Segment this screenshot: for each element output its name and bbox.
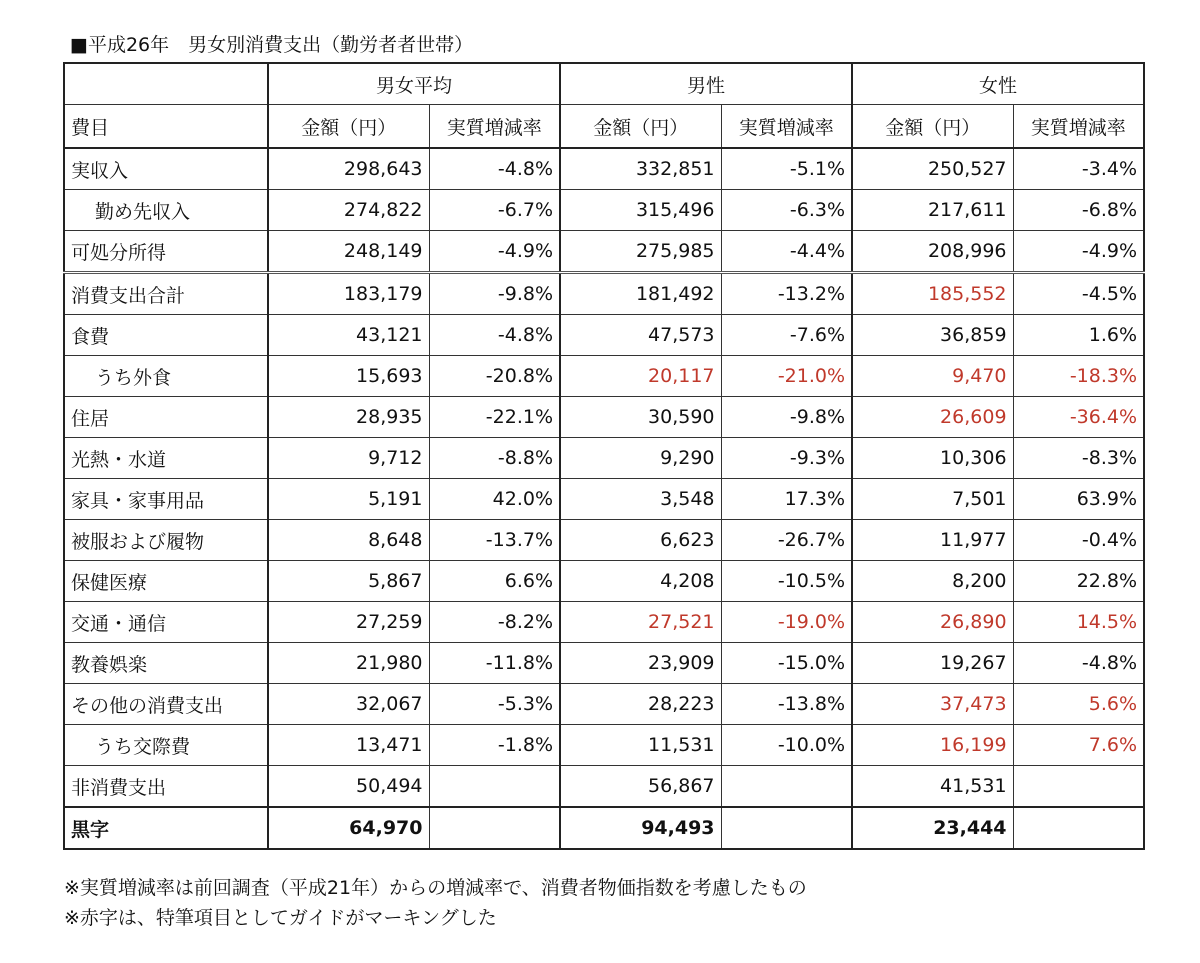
- amount-male-cell: 47,573: [560, 315, 721, 356]
- amount-female-cell: 208,996: [852, 231, 1013, 273]
- rate-female-cell: -8.3%: [1013, 438, 1144, 479]
- table-row: [64, 438, 1144, 479]
- table-row: [64, 520, 1144, 561]
- rate-male-cell: -15.0%: [721, 643, 852, 684]
- table-row: [64, 479, 1144, 520]
- amount-average-cell: 183,179: [268, 273, 429, 315]
- rate-male-cell: -26.7%: [721, 520, 852, 561]
- rate-header-male: 実質増減率: [721, 105, 852, 149]
- amount-female-cell: 23,444: [852, 807, 1013, 849]
- rate-male-cell: -9.8%: [721, 397, 852, 438]
- rate-female-cell: -0.4%: [1013, 520, 1144, 561]
- rate-average-cell: -4.8%: [429, 315, 560, 356]
- amount-female-cell: 26,609: [852, 397, 1013, 438]
- amount-male-cell: 56,867: [560, 766, 721, 808]
- rate-average-cell: -6.7%: [429, 190, 560, 231]
- amount-average-cell: 32,067: [268, 684, 429, 725]
- row-label: 消費支出合計: [64, 273, 268, 315]
- group-header-male: 男性: [560, 63, 852, 105]
- amount-average-cell: 15,693: [268, 356, 429, 397]
- amount-average-cell: 9,712: [268, 438, 429, 479]
- row-label: 実収入: [64, 148, 268, 190]
- group-header-row: [64, 63, 1144, 105]
- amount-female-cell: 37,473: [852, 684, 1013, 725]
- amount-average-cell: 21,980: [268, 643, 429, 684]
- row-label: 保健医療: [64, 561, 268, 602]
- rate-male-cell: -21.0%: [721, 356, 852, 397]
- amount-average-cell: 50,494: [268, 766, 429, 808]
- amount-female-cell: 26,890: [852, 602, 1013, 643]
- rate-male-cell: -4.4%: [721, 231, 852, 273]
- amount-average-cell: 13,471: [268, 725, 429, 766]
- rate-male-cell: -7.6%: [721, 315, 852, 356]
- amount-male-cell: 94,493: [560, 807, 721, 849]
- table-row: [64, 561, 1144, 602]
- table-row: [64, 766, 1144, 808]
- footnote-rate: ※実質増減率は前回調査（平成21年）からの増減率で、消費者物価指数を考慮したもの: [64, 877, 807, 899]
- amount-average-cell: 64,970: [268, 807, 429, 849]
- row-label: 住居: [64, 397, 268, 438]
- amount-male-cell: 28,223: [560, 684, 721, 725]
- rate-average-cell: -22.1%: [429, 397, 560, 438]
- amount-average-cell: 298,643: [268, 148, 429, 190]
- table-row: [64, 148, 1144, 190]
- amount-female-cell: 16,199: [852, 725, 1013, 766]
- rate-female-cell: -3.4%: [1013, 148, 1144, 190]
- amount-male-cell: 11,531: [560, 725, 721, 766]
- rate-average-cell: [429, 807, 560, 849]
- amount-female-cell: 19,267: [852, 643, 1013, 684]
- row-label: その他の消費支出: [64, 684, 268, 725]
- group-header-average: 男女平均: [268, 63, 560, 105]
- amount-female-cell: 185,552: [852, 273, 1013, 315]
- rate-female-cell: 7.6%: [1013, 725, 1144, 766]
- row-label: 黒字: [64, 807, 268, 849]
- rate-female-cell: 22.8%: [1013, 561, 1144, 602]
- table-row: [64, 231, 1144, 273]
- amount-average-cell: 5,867: [268, 561, 429, 602]
- table-row: [64, 725, 1144, 766]
- amount-female-cell: 7,501: [852, 479, 1013, 520]
- rate-average-cell: [429, 766, 560, 808]
- rate-male-cell: -10.5%: [721, 561, 852, 602]
- rate-male-cell: -10.0%: [721, 725, 852, 766]
- row-label: 交通・通信: [64, 602, 268, 643]
- amount-male-cell: 3,548: [560, 479, 721, 520]
- rate-average-cell: -4.8%: [429, 148, 560, 190]
- row-label: 家具・家事用品: [64, 479, 268, 520]
- rate-average-cell: -5.3%: [429, 684, 560, 725]
- amount-female-cell: 10,306: [852, 438, 1013, 479]
- expenditure-table: [63, 62, 1145, 850]
- rate-average-cell: 6.6%: [429, 561, 560, 602]
- amount-average-cell: 5,191: [268, 479, 429, 520]
- table-title: ■平成26年 男女別消費支出（勤労者者世帯）: [70, 34, 474, 56]
- rate-female-cell: -4.9%: [1013, 231, 1144, 273]
- rate-average-cell: 42.0%: [429, 479, 560, 520]
- rate-male-cell: -19.0%: [721, 602, 852, 643]
- rate-male-cell: -5.1%: [721, 148, 852, 190]
- row-label: 非消費支出: [64, 766, 268, 808]
- amount-header-average: 金額（円）: [268, 105, 429, 149]
- table-row: [64, 356, 1144, 397]
- amount-female-cell: 41,531: [852, 766, 1013, 808]
- rate-female-cell: [1013, 766, 1144, 808]
- table-row: [64, 315, 1144, 356]
- rate-female-cell: 14.5%: [1013, 602, 1144, 643]
- amount-male-cell: 4,208: [560, 561, 721, 602]
- rate-female-cell: -4.8%: [1013, 643, 1144, 684]
- footnote-red: ※赤字は、特筆項目としてガイドがマーキングした: [64, 907, 497, 929]
- corner-cell: [64, 63, 268, 105]
- amount-male-cell: 27,521: [560, 602, 721, 643]
- rate-average-cell: -4.9%: [429, 231, 560, 273]
- amount-average-cell: 274,822: [268, 190, 429, 231]
- rate-male-cell: [721, 807, 852, 849]
- rate-female-cell: [1013, 807, 1144, 849]
- rate-male-cell: 17.3%: [721, 479, 852, 520]
- group-header-female: 女性: [852, 63, 1144, 105]
- amount-average-cell: 27,259: [268, 602, 429, 643]
- rate-average-cell: -8.2%: [429, 602, 560, 643]
- table-body: [64, 148, 1144, 849]
- item-column-header: 費目: [64, 105, 268, 149]
- table-row: [64, 190, 1144, 231]
- amount-male-cell: 20,117: [560, 356, 721, 397]
- amount-male-cell: 275,985: [560, 231, 721, 273]
- rate-male-cell: [721, 766, 852, 808]
- row-label: 光熱・水道: [64, 438, 268, 479]
- rate-female-cell: 5.6%: [1013, 684, 1144, 725]
- row-label: うち交際費: [64, 725, 268, 766]
- amount-male-cell: 332,851: [560, 148, 721, 190]
- rate-female-cell: 1.6%: [1013, 315, 1144, 356]
- rate-male-cell: -13.8%: [721, 684, 852, 725]
- row-label: 勤め先収入: [64, 190, 268, 231]
- amount-male-cell: 181,492: [560, 273, 721, 315]
- amount-header-male: 金額（円）: [560, 105, 721, 149]
- rate-female-cell: -18.3%: [1013, 356, 1144, 397]
- table-row: [64, 397, 1144, 438]
- rate-female-cell: -6.8%: [1013, 190, 1144, 231]
- amount-male-cell: 23,909: [560, 643, 721, 684]
- rate-male-cell: -9.3%: [721, 438, 852, 479]
- table-row: [64, 602, 1144, 643]
- amount-male-cell: 6,623: [560, 520, 721, 561]
- row-label: うち外食: [64, 356, 268, 397]
- rate-average-cell: -9.8%: [429, 273, 560, 315]
- amount-average-cell: 28,935: [268, 397, 429, 438]
- table-row: [64, 273, 1144, 315]
- amount-female-cell: 250,527: [852, 148, 1013, 190]
- amount-female-cell: 217,611: [852, 190, 1013, 231]
- rate-female-cell: 63.9%: [1013, 479, 1144, 520]
- amount-male-cell: 315,496: [560, 190, 721, 231]
- amount-female-cell: 11,977: [852, 520, 1013, 561]
- rate-average-cell: -1.8%: [429, 725, 560, 766]
- amount-average-cell: 43,121: [268, 315, 429, 356]
- table-row: [64, 684, 1144, 725]
- rate-average-cell: -11.8%: [429, 643, 560, 684]
- row-label: 教養娯楽: [64, 643, 268, 684]
- rate-average-cell: -13.7%: [429, 520, 560, 561]
- rate-male-cell: -13.2%: [721, 273, 852, 315]
- row-label: 食費: [64, 315, 268, 356]
- amount-header-female: 金額（円）: [852, 105, 1013, 149]
- rate-header-average: 実質増減率: [429, 105, 560, 149]
- rate-average-cell: -20.8%: [429, 356, 560, 397]
- amount-female-cell: 36,859: [852, 315, 1013, 356]
- row-label: 被服および履物: [64, 520, 268, 561]
- rate-male-cell: -6.3%: [721, 190, 852, 231]
- rate-female-cell: -4.5%: [1013, 273, 1144, 315]
- amount-female-cell: 8,200: [852, 561, 1013, 602]
- amount-average-cell: 248,149: [268, 231, 429, 273]
- rate-header-female: 実質増減率: [1013, 105, 1144, 149]
- amount-female-cell: 9,470: [852, 356, 1013, 397]
- table-row: [64, 807, 1144, 849]
- amount-male-cell: 30,590: [560, 397, 721, 438]
- column-header-row: [64, 105, 1144, 149]
- amount-male-cell: 9,290: [560, 438, 721, 479]
- rate-female-cell: -36.4%: [1013, 397, 1144, 438]
- table-row: [64, 643, 1144, 684]
- row-label: 可処分所得: [64, 231, 268, 273]
- amount-average-cell: 8,648: [268, 520, 429, 561]
- rate-average-cell: -8.8%: [429, 438, 560, 479]
